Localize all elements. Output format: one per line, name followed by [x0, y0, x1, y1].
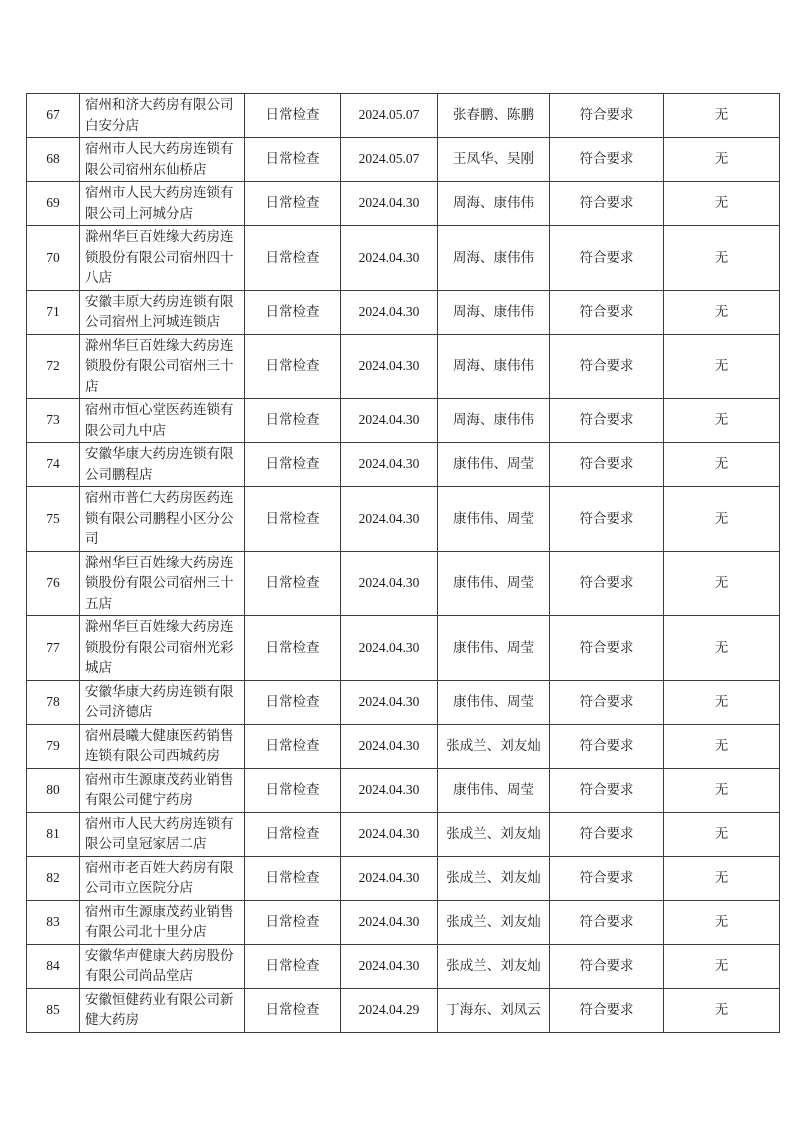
- remark-cell: 无: [664, 443, 780, 487]
- inspectors-cell: 张成兰、刘友灿: [438, 900, 550, 944]
- inspectors-cell: 张春鹏、陈鹏: [438, 94, 550, 138]
- table-row: [27, 551, 780, 616]
- inspection-type-cell: 日常检查: [245, 812, 341, 856]
- inspection-type-cell: 日常检查: [245, 616, 341, 681]
- table-row: [27, 487, 780, 552]
- row-number-cell: 72: [27, 334, 80, 399]
- row-number-cell: 74: [27, 443, 80, 487]
- inspection-date-cell: 2024.04.30: [341, 334, 438, 399]
- inspectors-cell: 周海、康伟伟: [438, 399, 550, 443]
- result-cell: 符合要求: [550, 226, 664, 291]
- inspection-date-cell: 2024.04.30: [341, 487, 438, 552]
- table-row: [27, 856, 780, 900]
- inspection-date-cell: 2024.04.30: [341, 182, 438, 226]
- table-row: [27, 334, 780, 399]
- table-row: [27, 138, 780, 182]
- row-number-cell: 69: [27, 182, 80, 226]
- table-row: [27, 616, 780, 681]
- inspection-type-cell: 日常检查: [245, 226, 341, 291]
- result-cell: 符合要求: [550, 856, 664, 900]
- inspection-date-cell: 2024.04.29: [341, 988, 438, 1032]
- result-cell: 符合要求: [550, 399, 664, 443]
- table-row: [27, 290, 780, 334]
- remark-cell: 无: [664, 182, 780, 226]
- company-name-cell: 宿州晨曦大健康医药销售连锁有限公司西城药房: [80, 724, 245, 768]
- remark-cell: 无: [664, 856, 780, 900]
- row-number-cell: 80: [27, 768, 80, 812]
- remark-cell: 无: [664, 138, 780, 182]
- table-row: [27, 900, 780, 944]
- inspectors-cell: 周海、康伟伟: [438, 226, 550, 291]
- inspection-date-cell: 2024.04.30: [341, 399, 438, 443]
- table-row: [27, 680, 780, 724]
- inspectors-cell: 周海、康伟伟: [438, 290, 550, 334]
- inspection-type-cell: 日常检查: [245, 399, 341, 443]
- result-cell: 符合要求: [550, 724, 664, 768]
- company-name-cell: 宿州市老百姓大药房有限公司市立医院分店: [80, 856, 245, 900]
- remark-cell: 无: [664, 94, 780, 138]
- inspection-table: [26, 93, 780, 1033]
- company-name-cell: 安徽华康大药房连锁有限公司鹏程店: [80, 443, 245, 487]
- inspection-type-cell: 日常检查: [245, 768, 341, 812]
- inspection-type-cell: 日常检查: [245, 551, 341, 616]
- company-name-cell: 滁州华巨百姓缘大药房连锁股份有限公司宿州三十五店: [80, 551, 245, 616]
- inspectors-cell: 康伟伟、周莹: [438, 443, 550, 487]
- remark-cell: 无: [664, 551, 780, 616]
- inspection-type-cell: 日常检查: [245, 290, 341, 334]
- result-cell: 符合要求: [550, 551, 664, 616]
- inspection-type-cell: 日常检查: [245, 487, 341, 552]
- table-row: [27, 94, 780, 138]
- inspection-date-cell: 2024.05.07: [341, 138, 438, 182]
- row-number-cell: 78: [27, 680, 80, 724]
- inspection-date-cell: 2024.04.30: [341, 680, 438, 724]
- remark-cell: 无: [664, 334, 780, 399]
- row-number-cell: 67: [27, 94, 80, 138]
- company-name-cell: 安徽华声健康大药房股份有限公司尚品堂店: [80, 944, 245, 988]
- result-cell: 符合要求: [550, 290, 664, 334]
- result-cell: 符合要求: [550, 616, 664, 681]
- table-row: [27, 724, 780, 768]
- company-name-cell: 宿州市人民大药房连锁有限公司宿州东仙桥店: [80, 138, 245, 182]
- company-name-cell: 滁州华巨百姓缘大药房连锁股份有限公司宿州光彩城店: [80, 616, 245, 681]
- inspection-date-cell: 2024.04.30: [341, 856, 438, 900]
- company-name-cell: 安徽丰原大药房连锁有限公司宿州上河城连锁店: [80, 290, 245, 334]
- company-name-cell: 安徽华康大药房连锁有限公司济德店: [80, 680, 245, 724]
- table-row: [27, 443, 780, 487]
- remark-cell: 无: [664, 290, 780, 334]
- remark-cell: 无: [664, 487, 780, 552]
- inspectors-cell: 康伟伟、周莹: [438, 487, 550, 552]
- remark-cell: 无: [664, 616, 780, 681]
- table-row: [27, 944, 780, 988]
- table-row: [27, 812, 780, 856]
- inspection-date-cell: 2024.04.30: [341, 290, 438, 334]
- inspection-type-cell: 日常检查: [245, 944, 341, 988]
- row-number-cell: 76: [27, 551, 80, 616]
- row-number-cell: 73: [27, 399, 80, 443]
- inspectors-cell: 康伟伟、周莹: [438, 616, 550, 681]
- inspection-type-cell: 日常检查: [245, 94, 341, 138]
- row-number-cell: 81: [27, 812, 80, 856]
- table-row: [27, 226, 780, 291]
- inspection-type-cell: 日常检查: [245, 988, 341, 1032]
- table-row: [27, 399, 780, 443]
- inspection-type-cell: 日常检查: [245, 443, 341, 487]
- company-name-cell: 宿州市普仁大药房医药连锁有限公司鹏程小区分公司: [80, 487, 245, 552]
- remark-cell: 无: [664, 900, 780, 944]
- inspectors-cell: 周海、康伟伟: [438, 182, 550, 226]
- remark-cell: 无: [664, 812, 780, 856]
- inspectors-cell: 康伟伟、周莹: [438, 680, 550, 724]
- remark-cell: 无: [664, 680, 780, 724]
- company-name-cell: 宿州市生源康茂药业销售有限公司健宁药房: [80, 768, 245, 812]
- inspectors-cell: 张成兰、刘友灿: [438, 856, 550, 900]
- row-number-cell: 77: [27, 616, 80, 681]
- inspection-date-cell: 2024.04.30: [341, 443, 438, 487]
- inspectors-cell: 周海、康伟伟: [438, 334, 550, 399]
- row-number-cell: 85: [27, 988, 80, 1032]
- inspection-date-cell: 2024.04.30: [341, 616, 438, 681]
- inspection-type-cell: 日常检查: [245, 138, 341, 182]
- result-cell: 符合要求: [550, 680, 664, 724]
- inspection-type-cell: 日常检查: [245, 182, 341, 226]
- remark-cell: 无: [664, 226, 780, 291]
- inspection-type-cell: 日常检查: [245, 900, 341, 944]
- row-number-cell: 75: [27, 487, 80, 552]
- company-name-cell: 宿州和济大药房有限公司白安分店: [80, 94, 245, 138]
- inspection-date-cell: 2024.04.30: [341, 944, 438, 988]
- inspection-type-cell: 日常检查: [245, 856, 341, 900]
- inspection-date-cell: 2024.04.30: [341, 551, 438, 616]
- table-body: [27, 94, 780, 1033]
- inspection-date-cell: 2024.04.30: [341, 768, 438, 812]
- table-row: [27, 988, 780, 1032]
- row-number-cell: 82: [27, 856, 80, 900]
- result-cell: 符合要求: [550, 94, 664, 138]
- row-number-cell: 83: [27, 900, 80, 944]
- company-name-cell: 宿州市恒心堂医药连锁有限公司九中店: [80, 399, 245, 443]
- company-name-cell: 宿州市人民大药房连锁有限公司皇冠家居二店: [80, 812, 245, 856]
- row-number-cell: 79: [27, 724, 80, 768]
- remark-cell: 无: [664, 399, 780, 443]
- inspection-date-cell: 2024.04.30: [341, 226, 438, 291]
- company-name-cell: 滁州华巨百姓缘大药房连锁股份有限公司宿州三十店: [80, 334, 245, 399]
- inspectors-cell: 张成兰、刘友灿: [438, 944, 550, 988]
- row-number-cell: 70: [27, 226, 80, 291]
- company-name-cell: 宿州市人民大药房连锁有限公司上河城分店: [80, 182, 245, 226]
- result-cell: 符合要求: [550, 443, 664, 487]
- company-name-cell: 宿州市生源康茂药业销售有限公司北十里分店: [80, 900, 245, 944]
- company-name-cell: 滁州华巨百姓缘大药房连锁股份有限公司宿州四十八店: [80, 226, 245, 291]
- inspectors-cell: 王凤华、吴刚: [438, 138, 550, 182]
- row-number-cell: 84: [27, 944, 80, 988]
- result-cell: 符合要求: [550, 182, 664, 226]
- remark-cell: 无: [664, 768, 780, 812]
- result-cell: 符合要求: [550, 487, 664, 552]
- inspectors-cell: 康伟伟、周莹: [438, 768, 550, 812]
- result-cell: 符合要求: [550, 768, 664, 812]
- table-row: [27, 182, 780, 226]
- inspection-type-cell: 日常检查: [245, 724, 341, 768]
- row-number-cell: 71: [27, 290, 80, 334]
- inspection-type-cell: 日常检查: [245, 334, 341, 399]
- result-cell: 符合要求: [550, 812, 664, 856]
- remark-cell: 无: [664, 724, 780, 768]
- row-number-cell: 68: [27, 138, 80, 182]
- result-cell: 符合要求: [550, 988, 664, 1032]
- inspection-type-cell: 日常检查: [245, 680, 341, 724]
- inspectors-cell: 丁海东、刘凤云: [438, 988, 550, 1032]
- result-cell: 符合要求: [550, 138, 664, 182]
- remark-cell: 无: [664, 944, 780, 988]
- inspectors-cell: 张成兰、刘友灿: [438, 812, 550, 856]
- result-cell: 符合要求: [550, 944, 664, 988]
- result-cell: 符合要求: [550, 334, 664, 399]
- company-name-cell: 安徽恒健药业有限公司新健大药房: [80, 988, 245, 1032]
- inspectors-cell: 康伟伟、周莹: [438, 551, 550, 616]
- inspection-date-cell: 2024.05.07: [341, 94, 438, 138]
- inspectors-cell: 张成兰、刘友灿: [438, 724, 550, 768]
- inspection-date-cell: 2024.04.30: [341, 900, 438, 944]
- table-row: [27, 768, 780, 812]
- inspection-date-cell: 2024.04.30: [341, 724, 438, 768]
- result-cell: 符合要求: [550, 900, 664, 944]
- inspection-date-cell: 2024.04.30: [341, 812, 438, 856]
- remark-cell: 无: [664, 988, 780, 1032]
